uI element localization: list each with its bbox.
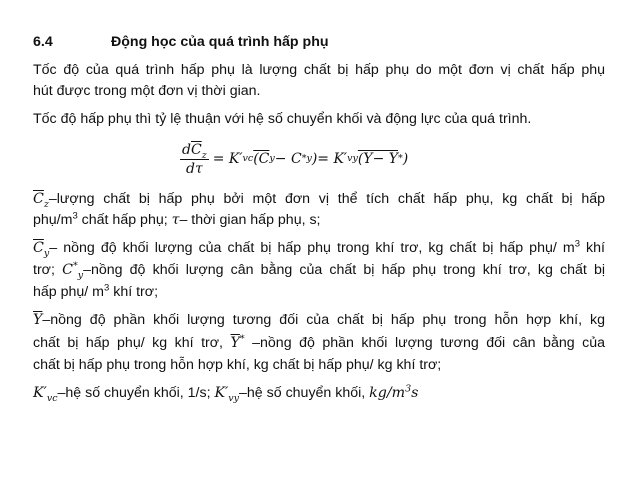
definition-cz-line-1: $\overline{C}_z$–lượng chất bị hấp phụ bởi một đơn vị thể tích chất hấp phụ, kg chất bị hấp — [33, 191, 605, 210]
definition-y-line-2: chất bị hấp phụ/ kg khí trơ, $\overline{Y}^*$ –nồng độ phần khối lượng tương đối cân bằng của — [33, 333, 605, 351]
paragraph-1-line-2: hút được trong một đơn vị thời gian. — [33, 83, 261, 99]
section-title: Động học của quá trình hấp phụ — [111, 34, 329, 50]
rate-equation: $\frac{d\overline{C}_z}{d\tau}$ = K′ vc (C y − C * y ) = K′ vy (Y − Y * ) — [182, 141, 409, 177]
definition-k-line: $K'_{vc}-hệ$ số chuyển khối, 1/s; $K'_{vy}-hệ$ số chuyển khối, $kg/m^3s$ — [33, 383, 419, 404]
definition-cy-line-2: trơ; $C^*_y$–nồng độ khối lượng cân bằng của chất bị hấp phụ trong khí trơ, kg chất bị — [33, 260, 606, 281]
definition-cy-line-1: $\overline{C}_y-$ nồng độ khối lượng của chất bị hấp phụ trong khí trơ, kg chất bị hấp phụ/ $m^3$ khí — [33, 238, 605, 259]
definition-cy-line-3: hấp phụ/ $m^3$ khí trơ; — [33, 282, 159, 300]
paragraph-2: Tốc độ hấp phụ thì tỷ lệ thuận với hệ số chuyển khối và động lực của quá trình. — [33, 111, 532, 127]
definition-y-line-3: chất bị hấp phụ trong hỗn hợp khí, kg chất bị hấp phụ/ kg khí trơ; — [33, 357, 442, 373]
section-heading — [33, 32, 605, 52]
equation-fraction: $\frac{d\overline{C}_z}{d\tau}$ — [182, 141, 207, 177]
paragraph-1-line-1: Tốc độ của quá trình hấp phụ là lượng chất bị hấp phụ do một đơn vị chất hấp phụ — [33, 62, 605, 78]
section-number: 6.4 — [33, 34, 53, 50]
definition-cz-line-2: phụ/$m^3$ chất hấp phụ; τ– thời gian hấp phụ, s; — [33, 210, 321, 228]
definition-y-line-1: $\overline{Y}$–nồng độ phần khối lượng tương đối của chất bị hấp phụ trong hỗn hợp khí, kg — [33, 312, 605, 328]
